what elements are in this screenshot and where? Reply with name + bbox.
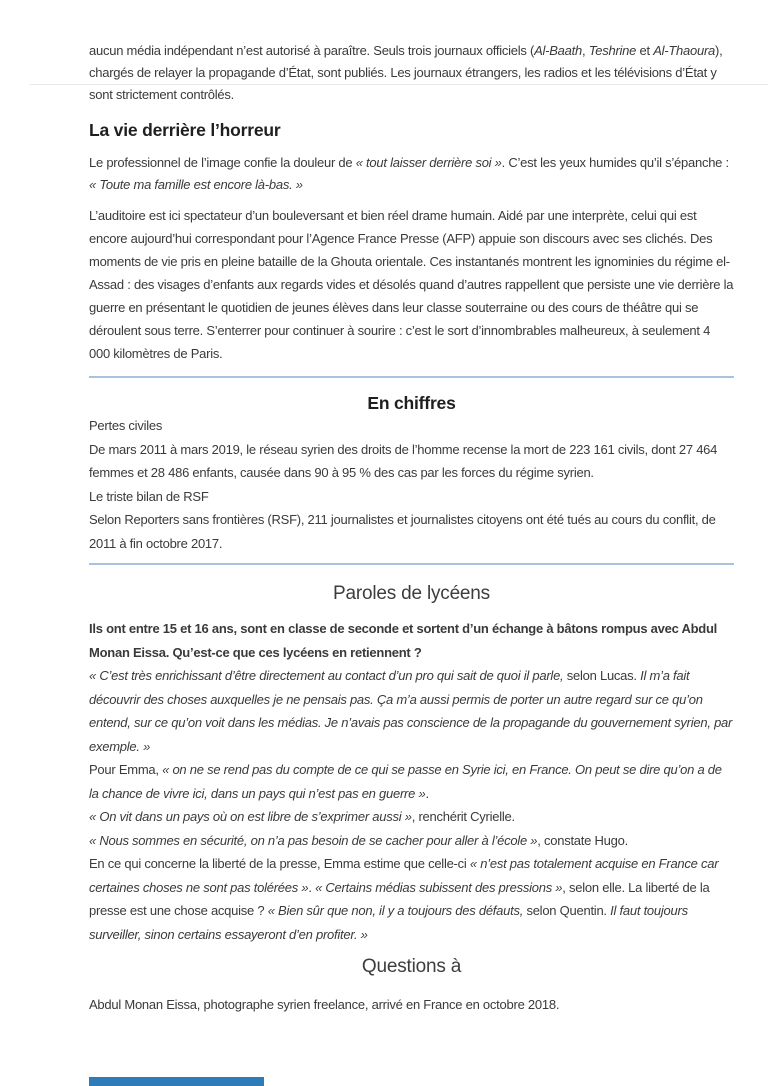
article-content bbox=[89, 0, 734, 1016]
section-heading-chiffres: En chiffres bbox=[367, 393, 456, 413]
vie-paragraph-1: Le professionnel de l’image confie la douleur de « tout laisser derrière soi ». C’est les yeux humides qu’il s’épanche : « Toute ma famille est encore là-bas. » bbox=[89, 155, 729, 192]
section-divider-1 bbox=[89, 376, 734, 378]
chiffres-lines: Pertes civiles De mars 2011 à mars 2019, le réseau syrien des droits de l’homme recense la mort de 223 161 civils, dont 27 464 femmes et 28 486 enfants, causée dans 90 à 95 % des cas par les forces du régime syrien. Le triste bilan de RSF Selon Reporters sans frontières (RSF), 211 journalistes et journalistes citoyens ont été tués au cours du conflit, de 2011 à fin octobre 2017. bbox=[89, 418, 718, 551]
quote-press-freedom: En ce qui concerne la liberté de la presse, Emma estime que celle-ci « n’est pas totalement acquise en France car certaines choses ne sont pas tolérées ». « Certains médias subissent des pressions », selon elle. La liberté de la presse est une chose acquise ? « Bien sûr que non, il y a toujours des défauts, selon Quentin. Il faut toujours surveiller, sinon certains essayeront d’en profiter. » bbox=[89, 856, 719, 942]
questions-paragraph: Abdul Monan Eissa, photographe syrien freelance, arrivé en France en octobre 2018. bbox=[89, 997, 560, 1012]
paroles-lead: Ils ont entre 15 et 16 ans, sont en classe de seconde et sortent d’un échange à bâtons rompus avec Abdul Monan Eissa. Qu’est-ce que ces lycéens en retiennent ? bbox=[89, 621, 718, 660]
section-divider-2 bbox=[89, 563, 734, 565]
section-heading-vie: La vie derrière l’horreur bbox=[89, 120, 281, 140]
section-heading-paroles: Paroles de lycéens bbox=[333, 583, 490, 604]
intro-paragraph: aucun média indépendant n’est autorisé à paraître. Seuls trois journaux officiels (Al-Baath, Teshrine et Al-Thaoura), chargés de relayer la propagande d’État, sont publiés. Les journaux étrangers, les radios et les télévisions d’État y sont strictement contrôlés. bbox=[89, 43, 723, 102]
paroles-block bbox=[89, 617, 734, 946]
quote-emma: Pour Emma, « on ne se rend pas du compte de ce qui se passe en Syrie ici, en France. On peut se dire qu’on a de la chance de vivre ici, dans un pays qui n’est pas en guerre ». bbox=[89, 762, 722, 801]
quote-lucas: « C’est très enrichissant d’être directement au contact d’un pro qui sait de quoi il parle, selon Lucas. Il m’a fait découvrir des choses auxquelles je ne pensais pas. Ça m’a aussi permis de porter un autre regard sur ce qu’on entend, sur ce qu’on voit dans les médias. Je n’avais pas conscience de la propagande du gouvernement syrien, par exemple. » bbox=[89, 668, 733, 754]
quote-hugo: « Nous sommes en sécurité, on n’a pas besoin de se cacher pour aller à l’école », constate Hugo. bbox=[89, 832, 628, 848]
vie-paragraph-2: L’auditoire est ici spectateur d’un bouleversant et bien réel drame humain. Aidé par une interprète, celui qui est encore aujourd’hui correspondant pour l’Agence France Presse (AFP) appuie son discours avec ses clichés. Des moments de vie pris en pleine bataille de la Ghouta orientale. Ces instantanés montrent les ignominies du régime el-Assad : des visages d’enfants aux regards vides et désolés quand d’autres rappellent que persiste une vie derrière la guerre en présentant le quotidien de jeunes élèves dans leur classe souterraine ou des cours de théâtre qui se déroulent sous terre. S’enterrer pour continuer à sourire : c’est le sort d’innombrables malheureux, à seulement 4 000 kilomètres de Paris. bbox=[89, 208, 734, 361]
section-heading-questions: Questions à bbox=[361, 956, 462, 977]
quote-cyrielle: « On vit dans un pays où on est libre de s’exprimer aussi », renchérit Cyrielle. bbox=[89, 809, 515, 824]
bottom-blue-bar bbox=[89, 1077, 264, 1086]
